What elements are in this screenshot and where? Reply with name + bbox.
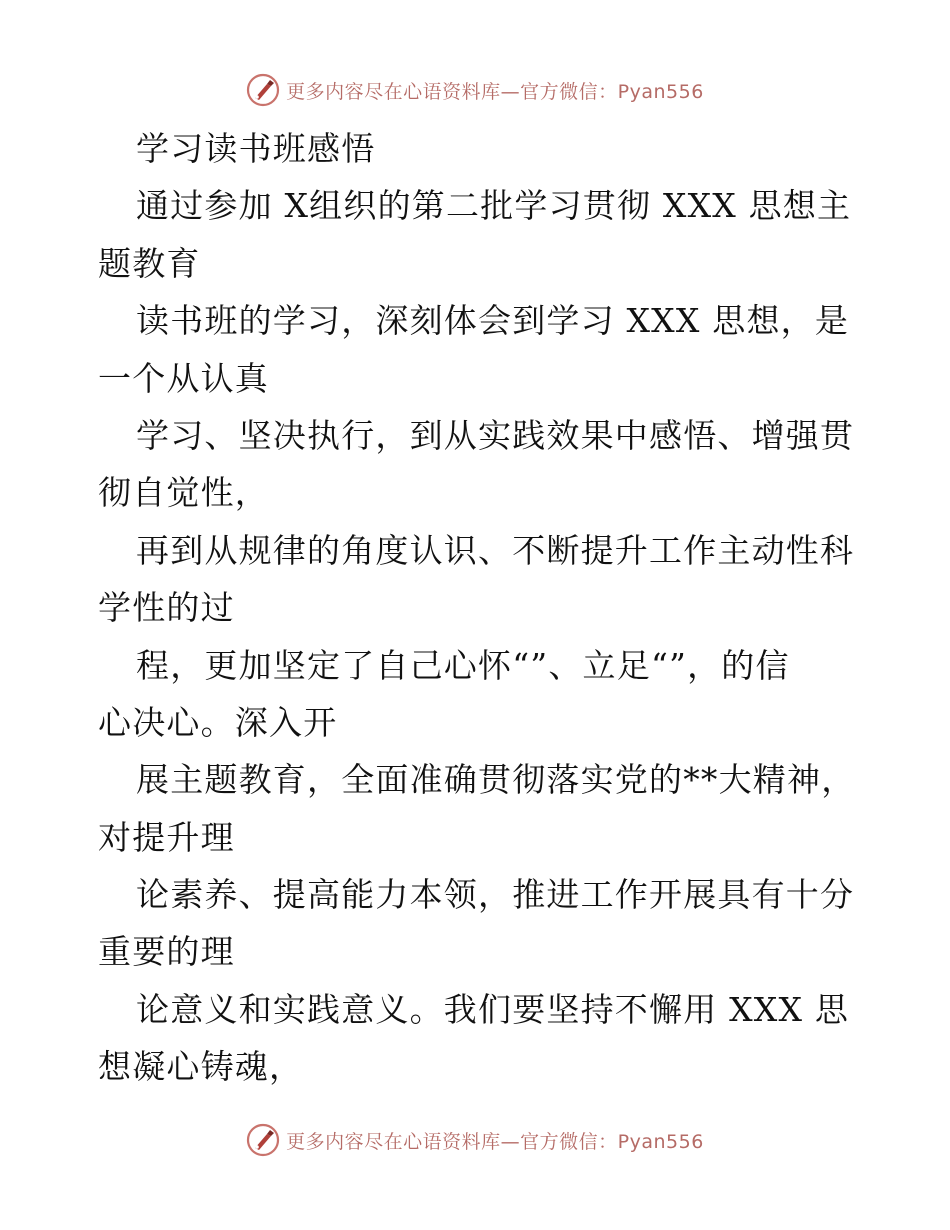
document-line: 通过参加 X组织的第二批学习贯彻 XXX 思想主 bbox=[136, 186, 852, 226]
document-line: 一个从认真 bbox=[98, 358, 269, 398]
document-line: 学习、坚决执行，到从实践效果中感悟、增强贯 bbox=[136, 415, 855, 455]
watermark-text: 更多内容尽在心语资料库—官方微信：Pyan556 bbox=[286, 80, 704, 103]
document-line: 重要的理 bbox=[98, 932, 235, 972]
document-line: 论素养、提高能力本领，推进工作开展具有十分 bbox=[136, 875, 855, 915]
document-line: 题教育 bbox=[98, 243, 201, 283]
document-line: 读书班的学习，深刻体会到学习 XXX 思想，是 bbox=[136, 301, 850, 341]
watermark-group bbox=[246, 73, 704, 107]
document-line: 心决心。深入开 bbox=[98, 702, 338, 742]
watermark-group bbox=[246, 1123, 704, 1157]
document-line: 学性的过 bbox=[98, 588, 235, 628]
document-line: 展主题教育，全面准确贯彻落实党的**大精神， bbox=[136, 760, 856, 800]
document-title: 学习读书班感悟 bbox=[136, 129, 376, 168]
fountain-pen-logo-icon bbox=[246, 1123, 280, 1157]
footer-watermark bbox=[0, 1120, 950, 1160]
document-body bbox=[98, 120, 858, 1096]
document-line: 程，更加坚定了自己心怀“”、立足“”，的信 bbox=[136, 645, 790, 685]
document-line: 对提升理 bbox=[98, 817, 235, 857]
watermark-text: 更多内容尽在心语资料库—官方微信：Pyan556 bbox=[286, 1130, 704, 1153]
fountain-pen-logo-icon bbox=[246, 73, 280, 107]
document-line: 彻自觉性， bbox=[98, 473, 269, 513]
header-watermark bbox=[0, 70, 950, 110]
document-line: 论意义和实践意义。我们要坚持不懈用 XXX 思 bbox=[136, 989, 850, 1029]
document-line: 再到从规律的角度认识、不断提升工作主动性科 bbox=[136, 530, 855, 570]
document-line: 想凝心铸魂， bbox=[98, 1047, 304, 1087]
